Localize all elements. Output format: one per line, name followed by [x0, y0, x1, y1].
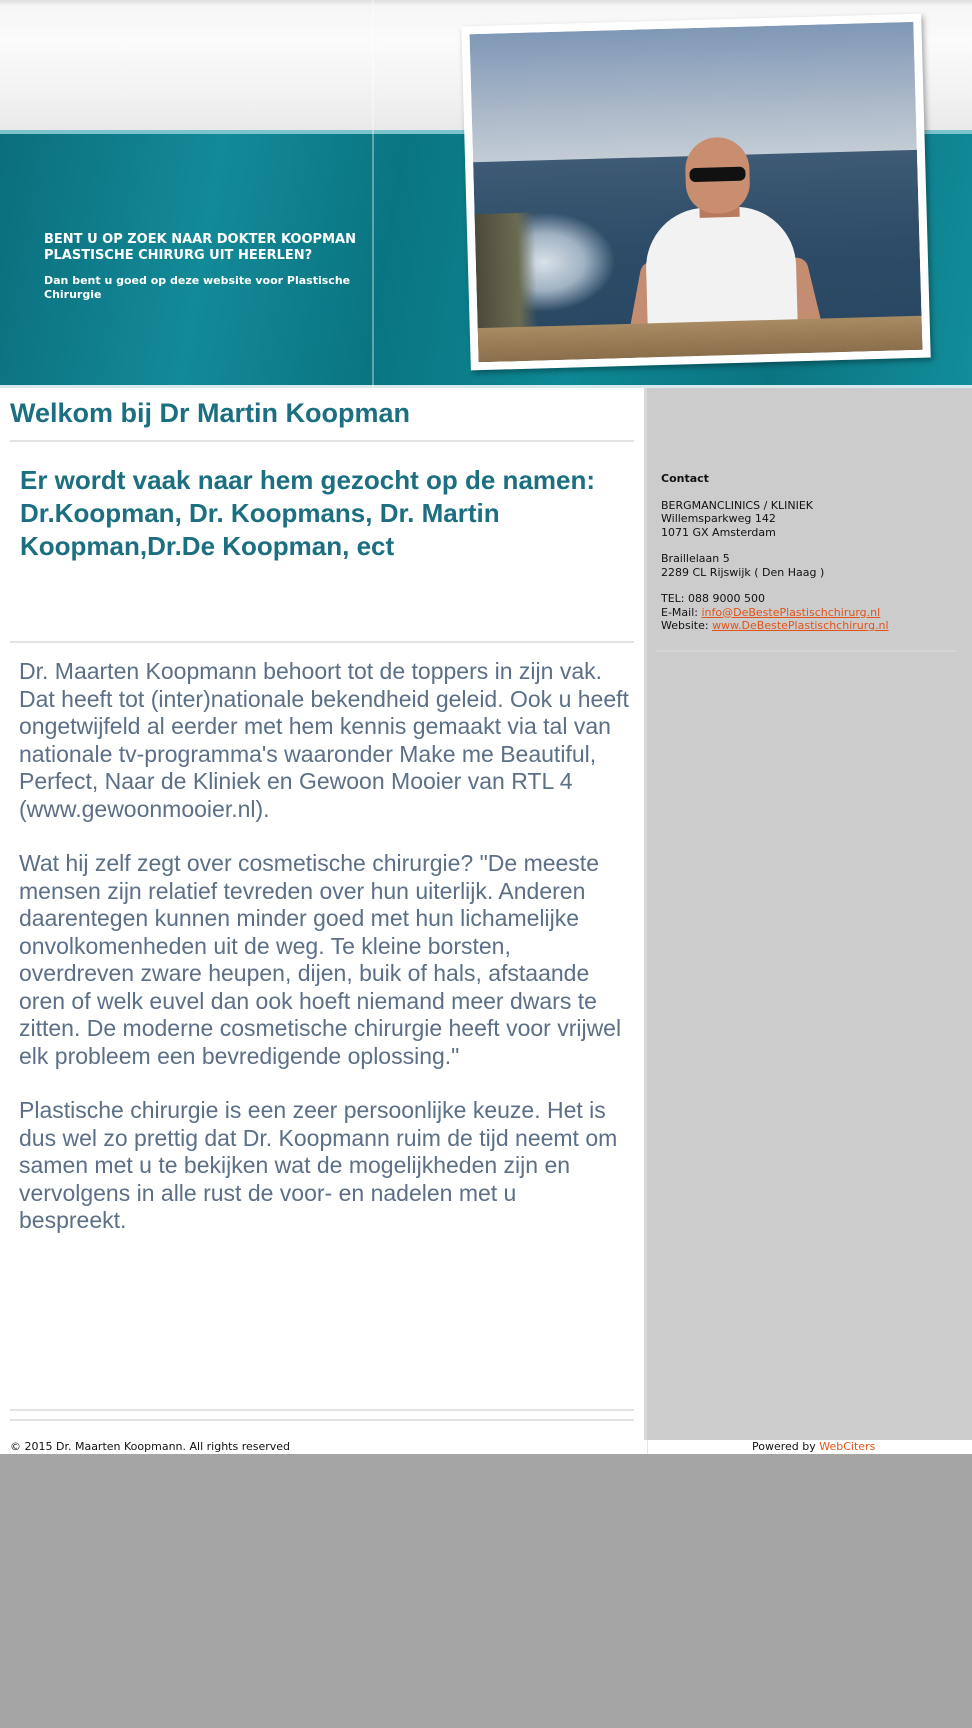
- address-city: 1071 GX Amsterdam: [661, 525, 776, 539]
- clinic-name: BERGMANCLINICS / KLINIEK: [661, 498, 814, 512]
- contact-heading: Contact: [661, 472, 709, 485]
- search-names-heading: [20, 464, 620, 563]
- tagline-title: BENT U OP ZOEK NAAR DOKTER KOOPMAN PLASTISCHE CHIRURG UIT HEERLEN?: [44, 232, 356, 263]
- phone-number: TEL: 088 9000 500: [661, 592, 765, 605]
- intro-text: [19, 658, 629, 1262]
- address-street: Willemsparkweg 142: [661, 512, 776, 525]
- website-row: [661, 619, 961, 633]
- subheading-divider: [10, 641, 634, 643]
- intro-paragraph: Plastische chirurgie is een zeer persoonlijke keuze. Het is dus wel zo prettig dat Dr. Koopmann ruim de tijd neemt om samen met u te bekijken wat de mogelijkheden zijn en vervolgens in alle rust de voor- en nadelen met u bespreekt.: [19, 1097, 618, 1233]
- search-names-heading-line2: Dr.Koopman, Dr. Koopmans, Dr. Martin Koopman,Dr.De Koopman, ect: [20, 498, 500, 561]
- main-content: [0, 388, 644, 1440]
- footer: [0, 1440, 972, 1454]
- sidebar: [644, 388, 972, 1440]
- copyright-text: © 2015 Dr. Maarten Koopmann. All rights reserved: [10, 1440, 291, 1453]
- doctor-photo: [470, 22, 923, 362]
- email-link[interactable]: info@DeBestePlastischchirurg.nl: [701, 605, 881, 619]
- footer-divider: [647, 1440, 648, 1454]
- content-divider-2: [10, 1419, 634, 1421]
- header-tagline: [44, 232, 374, 302]
- address-rijswijk: [661, 552, 961, 579]
- address-street: Braillelaan 5: [661, 552, 730, 565]
- email-label: E-Mail:: [661, 605, 702, 619]
- powered-label: Powered by: [752, 1440, 820, 1453]
- website-label: Website:: [661, 619, 713, 632]
- contact-divider: [656, 650, 956, 652]
- intro-paragraph: Wat hij zelf zegt over cosmetische chirurgie? "De meeste mensen zijn relatief tevreden over hun uiterlijk. Anderen daarentegen kunnen minder goed met hun lichamelijke onvolkomenheden uit de weg. Te kleine borsten, overdreven zware heupen, dijen, buik of hals, afstaande oren of welk euvel dan ook hoeft niemand meer dwars te zitten. De moderne cosmetische chirurgie heeft voor vrijwel elk probleem een bevredigende oplossing.": [19, 850, 622, 1069]
- powered-by: [752, 1440, 875, 1453]
- doctor-photo-frame: [461, 14, 930, 371]
- content-divider-1: [10, 1409, 634, 1411]
- address-amsterdam: [661, 499, 961, 540]
- header-divider: [372, 0, 374, 388]
- email-row: [661, 606, 961, 620]
- webciters-link[interactable]: WebCiters: [819, 1440, 876, 1453]
- header: [0, 0, 972, 388]
- intro-paragraph: Dr. Maarten Koopmann behoort tot de toppers in zijn vak. Dat heeft tot (inter)nationale bekendheid geleid. Ook u heeft ongetwijfeld al eerder met hem kennis gemaakt via tal van nationale tv-programma's waaronder Make me Beautiful, Perfect, Naar de Kliniek en Gewoon Mooier van RTL 4 (www.gewoonmooier.nl).: [19, 658, 629, 822]
- address-city: 2289 CL Rijswijk ( Den Haag ): [661, 565, 825, 579]
- contact-block: [661, 472, 961, 633]
- contact-details: [661, 592, 961, 633]
- sidebar-edge: [644, 388, 647, 1440]
- website-link[interactable]: www.DeBestePlastischchirurg.nl: [712, 619, 889, 632]
- title-divider: [10, 440, 634, 442]
- search-names-heading-line1: Er wordt vaak naar hem gezocht op de namen:: [20, 465, 596, 495]
- tagline-subtitle: Dan bent u goed op deze website voor Plastische Chirurgie: [44, 274, 351, 301]
- page-title: Welkom bij Dr Martin Koopman: [10, 398, 411, 428]
